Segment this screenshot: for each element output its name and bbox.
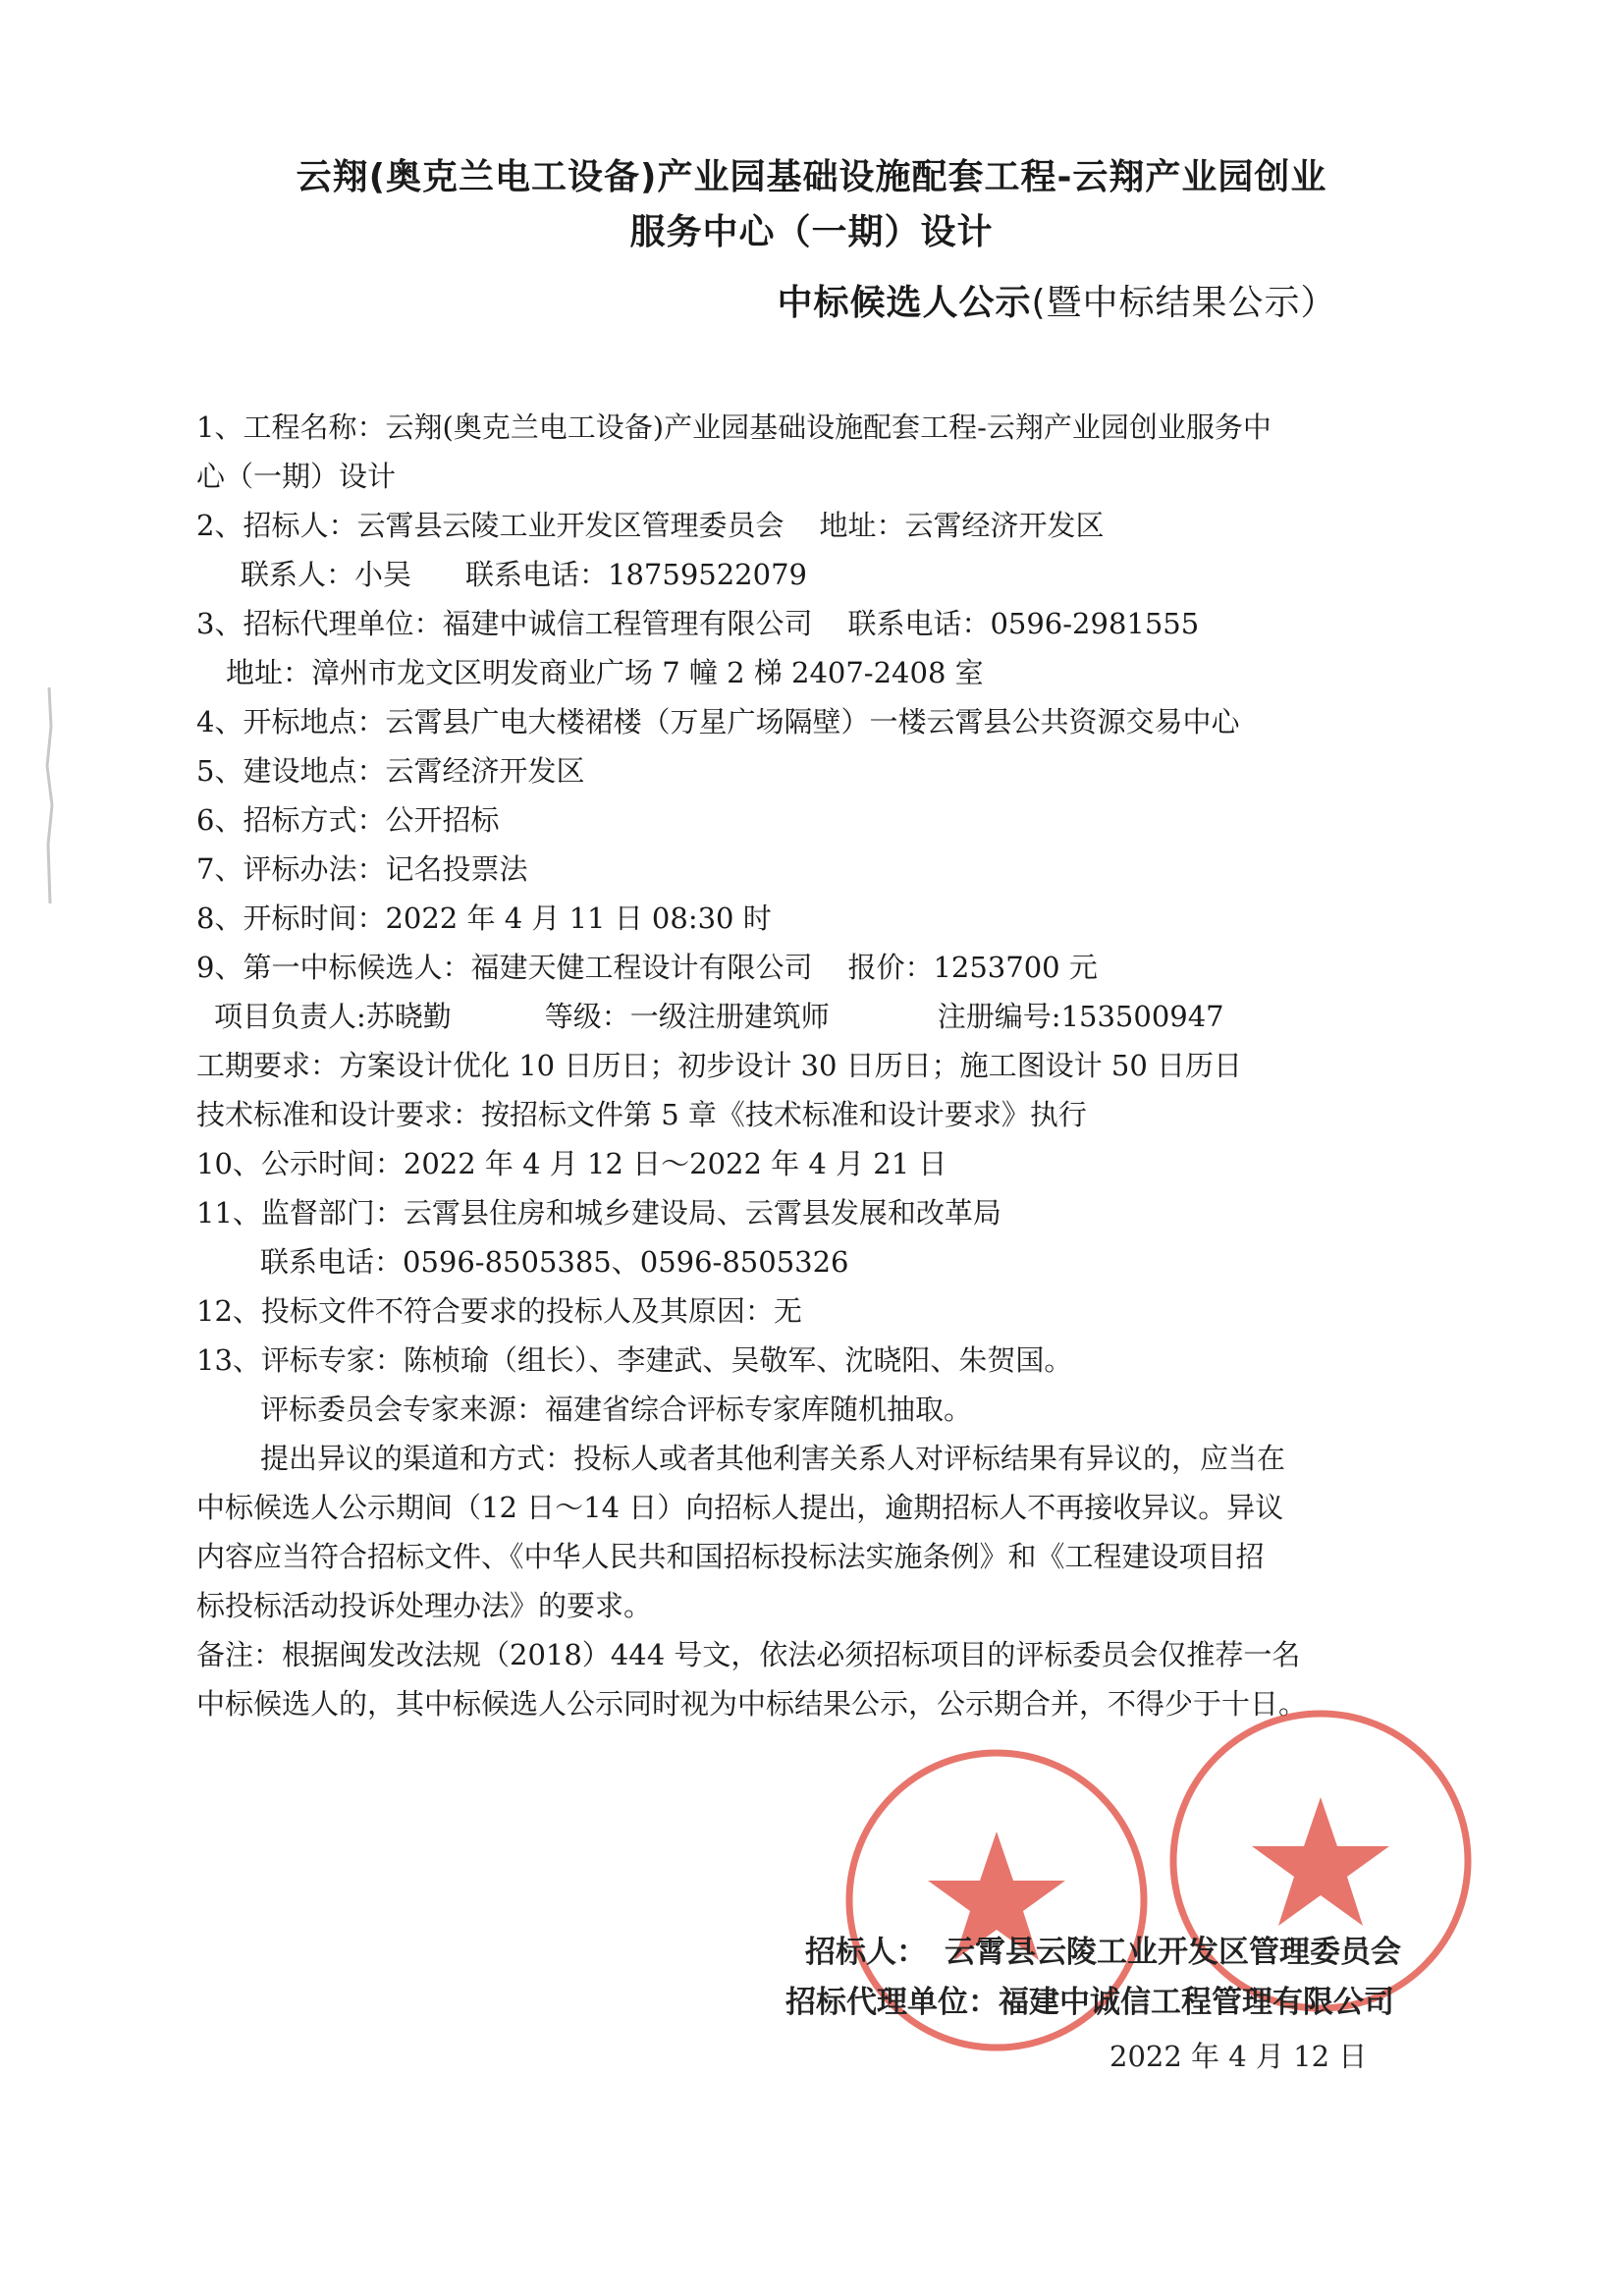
item-1-line-a: 1、工程名称：云翔(奥克兰电工设备)产业园基础设施配套工程-云翔产业园创业服务中: [196, 410, 1271, 444]
item-2-line-b: [241, 555, 807, 594]
note-line-1: 备注：根据闽发改法规（2018）444 号文，依法必须招标项目的评标委员会仅推荐一名: [196, 1638, 1301, 1671]
tenderer-name: 2、招标人：云霄县云陵工业开发区管理委员会: [196, 509, 784, 542]
tenderer-phone: 联系电话：18759522079: [465, 558, 807, 591]
item-11-line-a: 11、监督部门：云霄县住房和城乡建设局、云霄县发展和改革局: [196, 1196, 1001, 1230]
first-candidate: 9、第一中标候选人：福建天健工程设计有限公司: [196, 951, 813, 984]
objection-line-1: 提出异议的渠道和方式：投标人或者其他利害关系人对评标结果有异议的，应当在: [260, 1442, 1286, 1475]
item-5: 5、建设地点：云霄经济开发区: [196, 754, 585, 788]
item-10: 10、公示时间：2022 年 4 月 12 日～2022 年 4 月 21 日: [196, 1147, 947, 1180]
leader-level: 等级：一级注册建筑师: [544, 1000, 830, 1033]
title-main: 中标候选人公示: [777, 283, 1032, 323]
item-3-line-b: 地址：漳州市龙文区明发商业广场 7 幢 2 梯 2407-2408 室: [226, 656, 984, 689]
item-13-line-b: 评标委员会专家来源：福建省综合评标专家库随机抽取。: [260, 1393, 973, 1426]
signature-date: 2022 年 4 月 12 日: [1109, 2040, 1368, 2073]
item-7: 7、评标办法：记名投票法: [196, 852, 528, 886]
bid-price: 报价：1253700 元: [847, 951, 1098, 984]
agent-label: 招标代理单位：: [785, 1985, 999, 2020]
signature-agent: [785, 1977, 1394, 2021]
item-3-line-a: [196, 604, 1199, 643]
tenderer-label: 招标人：: [805, 1935, 927, 1970]
objection-line-3: 内容应当符合招标文件、《中华人民共和国招标投标法实施条例》和《工程建设项目招: [196, 1540, 1265, 1573]
item-12: 12、投标文件不符合要求的投标人及其原因：无: [196, 1294, 802, 1328]
registration-number: 注册编号:153500947: [937, 1000, 1224, 1033]
title-line-2: 服务中心（一期）设计: [629, 212, 994, 252]
agent-phone: 联系电话：0596-2981555: [847, 607, 1200, 640]
objection-line-2: 中标候选人公示期间（12 日～14 日）向招标人提出，逾期招标人不再接收异议。异议: [196, 1491, 1284, 1524]
item-6: 6、招标方式：公开招标: [196, 803, 500, 837]
item-8: 8、开标时间：2022 年 4 月 11 日 08:30 时: [196, 902, 772, 935]
note-line-2: 中标候选人的，其中标候选人公示同时视为中标结果公示，公示期合并，不得少于十日。: [196, 1687, 1308, 1721]
item-4: 4、开标地点：云霄县广电大楼裙楼（万星广场隔壁）一楼云霄县公共资源交易中心: [196, 705, 1240, 738]
scan-artifact: [41, 687, 59, 903]
title-line-3: [245, 275, 1623, 325]
objection-line-4: 标投标活动投诉处理办法》的要求。: [196, 1589, 653, 1622]
item-9-line-c: 工期要求：方案设计优化 10 日历日；初步设计 30 日历日；施工图设计 50 日历日: [196, 1049, 1243, 1082]
project-leader: 项目负责人:苏晓勤: [214, 1000, 452, 1033]
item-11-line-b: 联系电话：0596-8505385、0596-8505326: [260, 1245, 849, 1279]
tenderer-address: 地址：云霄经济开发区: [819, 509, 1105, 542]
title-sub: (暨中标结果公示）: [1031, 283, 1337, 323]
title-line-1: 云翔(奥克兰电工设备)产业园基础设施配套工程-云翔产业园创业: [296, 157, 1327, 197]
item-9-line-d: 技术标准和设计要求：按招标文件第 5 章《技术标准和设计要求》执行: [196, 1098, 1087, 1131]
tenderer-signature: 云霄县云陵工业开发区管理委员会: [945, 1935, 1401, 1970]
agent-name: 3、招标代理单位：福建中诚信工程管理有限公司: [196, 607, 813, 640]
signature-tenderer: [805, 1927, 1401, 1971]
item-13-line-a: 13、评标专家：陈桢瑜（组长）、李建武、吴敬军、沈晓阳、朱贺国。: [196, 1343, 1073, 1377]
item-9-line-b: [214, 997, 1224, 1036]
item-2-line-a: [196, 506, 1104, 545]
item-1-line-b: 心（一期）设计: [196, 460, 397, 493]
agent-signature: 福建中诚信工程管理有限公司: [999, 1985, 1394, 2020]
item-9-line-a: [196, 948, 1098, 987]
tenderer-contact: 联系人：小吴: [241, 558, 412, 591]
